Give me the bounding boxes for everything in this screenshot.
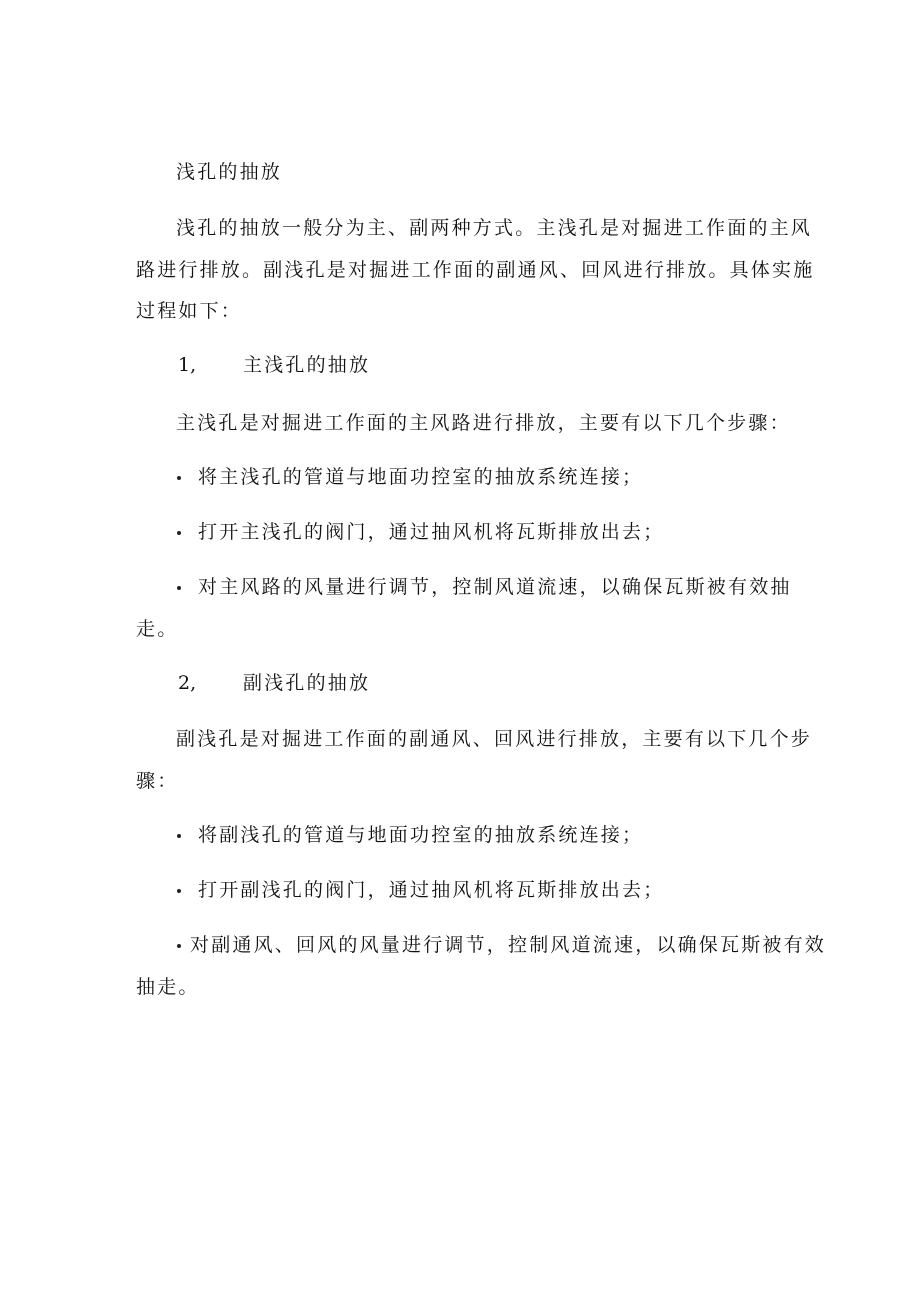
section-1-heading: 主浅孔的抽放: [243, 354, 371, 376]
section-2-heading: 副浅孔的抽放: [243, 672, 371, 694]
bullet-icon: [177, 476, 181, 480]
bullet-icon: [177, 944, 181, 948]
section-2-number: 2,: [178, 672, 197, 694]
section-title: 浅孔的抽放: [176, 161, 283, 183]
intro-line-2: 路进行排放。副浅孔是对掘进工作面的副通风、回风进行排放。具体实施: [136, 259, 815, 281]
section-1-lead: 主浅孔是对掘进工作面的主风路进行排放，主要有以下几个步骤：: [176, 412, 791, 434]
section-1-bullet-1: 将主浅孔的管道与地面功控室的抽放系统连接；: [198, 466, 644, 488]
bullet-icon: [177, 586, 181, 590]
section-2-bullet-1: 将副浅孔的管道与地面功控室的抽放系统连接；: [198, 824, 644, 846]
section-2-lead-line-1: 副浅孔是对掘进工作面的副通风、回风进行排放，主要有以下几个步: [176, 728, 813, 750]
section-2-bullet-2: 打开副浅孔的阀门，通过抽风机将瓦斯排放出去；: [198, 879, 665, 901]
intro-line-3: 过程如下：: [136, 300, 243, 322]
bullet-icon: [177, 889, 181, 893]
intro-line-1: 浅孔的抽放一般分为主、副两种方式。主浅孔是对掘进工作面的主风: [176, 217, 813, 239]
section-2-bullet-3-line-1: 对副通风、回风的风量进行调节，控制风道流速，以确保瓦斯被有效: [190, 934, 827, 956]
bullet-icon: [177, 834, 181, 838]
section-1-bullet-3-line-2: 走。: [136, 618, 179, 640]
section-1-bullet-2: 打开主浅孔的阀门，通过抽风机将瓦斯排放出去；: [198, 521, 665, 543]
section-1-bullet-3-line-1: 对主风路的风量进行调节，控制风道流速，以确保瓦斯被有效抽: [198, 576, 792, 598]
section-2-bullet-3-line-2: 抽走。: [136, 976, 200, 998]
section-1-number: 1,: [178, 354, 197, 376]
bullet-icon: [177, 531, 181, 535]
section-2-lead-line-2: 骤：: [136, 770, 179, 792]
